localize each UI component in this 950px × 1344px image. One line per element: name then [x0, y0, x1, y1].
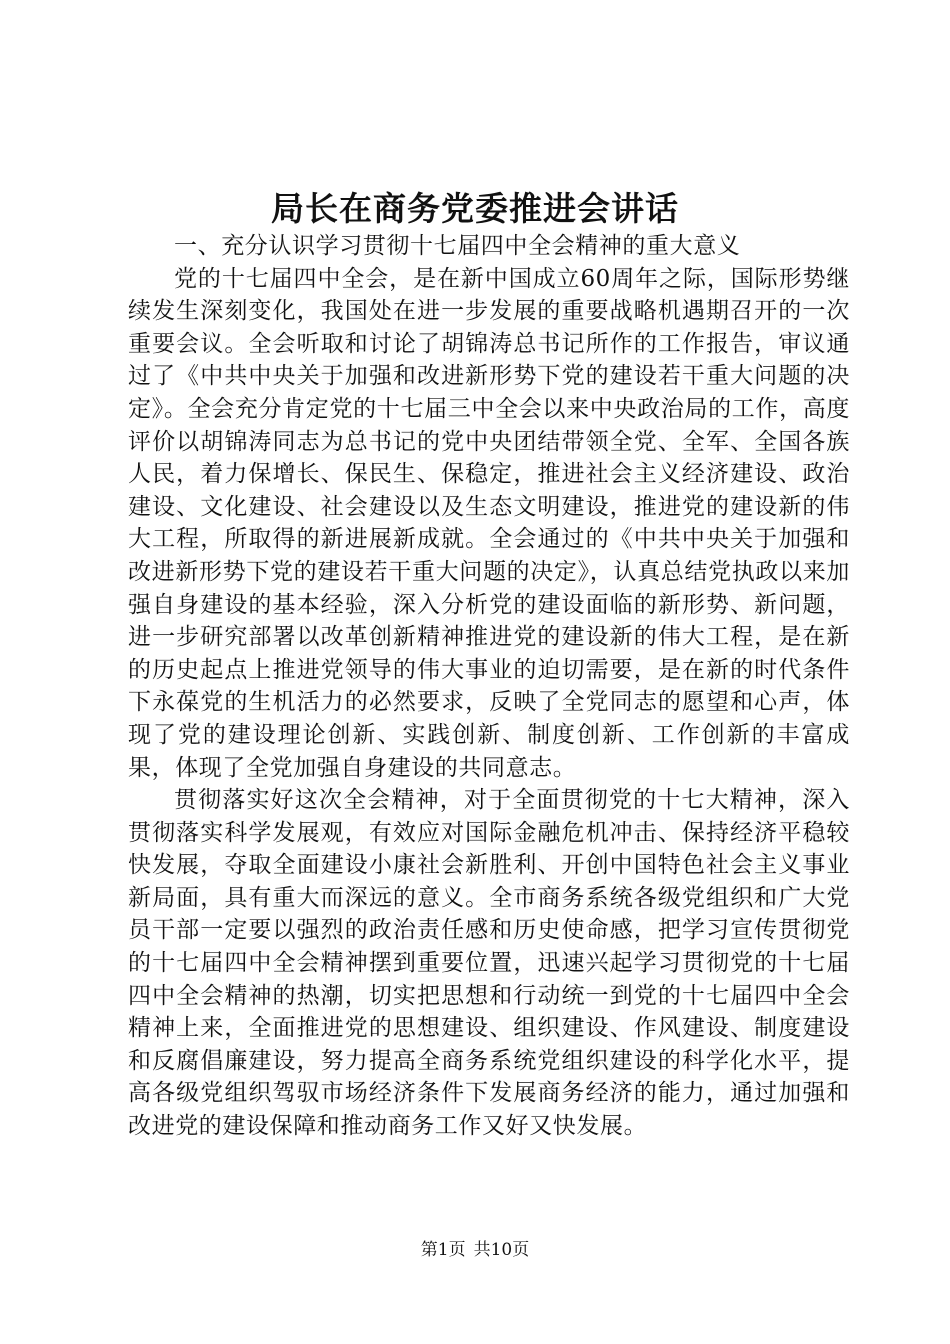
page-total: 共10页: [473, 1240, 530, 1260]
section-heading: 一、充分认识学习贯彻十七届四中全会精神的重大意义: [174, 233, 741, 259]
document-title: 局长在商务党委推进会讲话: [271, 189, 679, 228]
document-body: [128, 230, 850, 1143]
page-number: 第1页: [420, 1240, 466, 1260]
page-footer: [0, 1238, 950, 1262]
body-paragraph: 党的十七届四中全会，是在新中国成立60周年之际，国际形势继续发生深刻变化，我国处在进一步发展的重要战略机遇期召开的一次重要会议。全会听取和讨论了胡锦涛总书记所作的工作报告，审议通过了《中共中央关于加强和改进新形势下党的建设若干重大问题的决定》。全会充分肯定党的十七届三中全会以来中央政治局的工作，高度评价以胡锦涛同志为总书记的党中央团结带领全党、全军、全国各族人民，着力保增长、保民生、保稳定，推进社会主义经济建设、政治建设、文化建设、社会建设以及生态文明建设，推进党的建设新的伟大工程，所取得的新进展新成就。全会通过的《中共中央关于加强和改进新形势下党的建设若干重大问题的决定》，认真总结党执政以来加强自身建设的基本经验，深入分析党的建设面临的新形势、新问题，进一步研究部署以改革创新精神推进党的建设新的伟大工程，是在新的历史起点上推进党领导的伟大事业的迫切需要，是在新的时代条件下永葆党的生机活力的必然要求，反映了全党同志的愿望和心声，体现了党的建设理论创新、实践创新、制度创新、工作创新的丰富成果，体现了全党加强自身建设的共同意志。: [128, 265, 850, 781]
body-paragraph: 贯彻落实好这次全会精神，对于全面贯彻党的十七大精神，深入贯彻落实科学发展观，有效应对国际金融危机冲击、保持经济平稳较快发展，夺取全面建设小康社会新胜利、开创中国特色社会主义事业新局面，具有重大而深远的意义。全市商务系统各级党组织和广大党员干部一定要以强烈的政治责任感和历史使命感，把学习宣传贯彻党的十七届四中全会精神摆到重要位置，迅速兴起学习贯彻党的十七届四中全会精神的热潮，切实把思想和行动统一到党的十七届四中全会精神上来，全面推进党的思想建设、组织建设、作风建设、制度建设和反腐倡廉建设，努力提高全商务系统党组织建设的科学化水平，提高各级党组织驾驭市场经济条件下发展商务经济的能力，通过加强和改进党的建设保障和推动商务工作又好又快发展。: [128, 787, 850, 1140]
